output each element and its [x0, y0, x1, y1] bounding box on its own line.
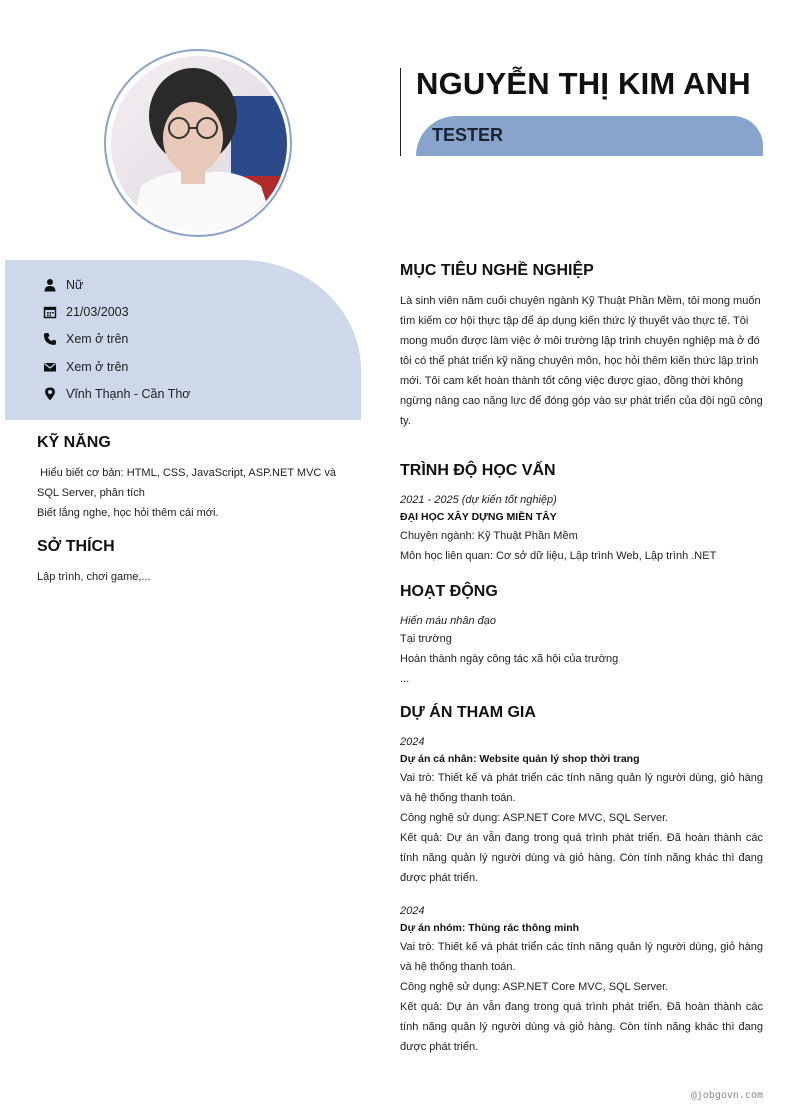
- contact-gender: [43, 276, 83, 294]
- project-name: Dự án nhóm: Thùng rác thông minh: [400, 922, 580, 934]
- candidate-name: NGUYỄN THỊ KIM ANH: [416, 66, 751, 101]
- activity-line: Hoàn thành ngày công tác xã hội của trường: [400, 653, 619, 665]
- project-item: [400, 903, 763, 1057]
- activity-title: Hiến máu nhân đạo: [400, 615, 497, 627]
- education-heading: TRÌNH ĐỘ HỌC VẤN: [400, 462, 556, 479]
- activity-line: ...: [400, 673, 410, 685]
- avatar: [111, 56, 287, 232]
- project-year: 2024: [400, 905, 425, 917]
- location-icon: [43, 387, 57, 401]
- project-tech: Công nghệ sử dụng: ASP.NET Core MVC, SQL Server.: [400, 812, 669, 824]
- hobbies-text: Lập trình, chơi game,...: [37, 571, 151, 583]
- contact-address: [43, 385, 190, 403]
- activities-block: [400, 613, 763, 689]
- project-year: 2024: [400, 736, 425, 748]
- birthday-value: 21/03/2003: [66, 305, 129, 319]
- project-result: Kết quả: Dự án vẫn đang trong quá trình phát triển. Đã hoàn thành các tính năng quản lý người dùng và giỏ hàng. Còn tính năng khác thì đang được phát triển.: [400, 832, 763, 884]
- address-value: Vĩnh Thạnh - Cần Thơ: [66, 387, 191, 401]
- project-role: Vai trò: Thiết kế và phát triển các tính năng quản lý người dùng, giỏ hàng và hệ thống thanh toán.: [400, 772, 763, 804]
- contact-phone: [43, 330, 128, 348]
- person-icon: [43, 278, 57, 292]
- education-block: [400, 492, 763, 566]
- name-divider: [400, 68, 401, 156]
- contact-birthday: [43, 303, 129, 321]
- skills-heading: KỸ NĂNG: [37, 434, 111, 451]
- hobbies-heading: SỞ THÍCH: [37, 538, 115, 555]
- watermark: @jobgovn.com: [690, 1090, 763, 1101]
- role-banner: [416, 116, 763, 156]
- project-item: [400, 734, 763, 888]
- activity-line: Tại trường: [400, 633, 452, 645]
- skill-item: Hiểu biết cơ bản: HTML, CSS, JavaScript, ASP.NET MVC và SQL Server, phân tích: [37, 467, 340, 499]
- phone-value: Xem ở trên: [66, 332, 129, 346]
- education-school: ĐẠI HỌC XÂY DỰNG MIỀN TÂY: [400, 511, 557, 523]
- mail-icon: [43, 360, 57, 374]
- skill-item: Biết lắng nghe, học hỏi thêm cái mới.: [37, 507, 219, 519]
- activities-heading: HOẠT ĐỘNG: [400, 583, 498, 600]
- skills-list: [37, 463, 357, 523]
- education-courses: Môn học liên quan: Cơ sở dữ liệu, Lập trình Web, Lập trình .NET: [400, 550, 717, 562]
- project-tech: Công nghệ sử dụng: ASP.NET Core MVC, SQL Server.: [400, 981, 669, 993]
- calendar-icon: [43, 305, 57, 319]
- phone-icon: [43, 332, 57, 346]
- contact-email: [43, 358, 128, 376]
- gender-value: Nữ: [66, 278, 84, 292]
- project-role: Vai trò: Thiết kế và phát triển các tính năng quản lý người dùng, giỏ hàng và hệ thống thanh toán.: [400, 941, 763, 973]
- education-period: 2021 - 2025 (dự kiến tốt nghiệp): [400, 494, 557, 506]
- contact-panel: [5, 260, 361, 420]
- project-result: Kết quả: Dự án vẫn đang trong quá trình phát triển. Đã hoàn thành các tính năng quản lý người dùng và giỏ hàng. Còn tính năng khác thì đang được phát triển.: [400, 1001, 763, 1053]
- education-major: Chuyên ngành: Kỹ Thuật Phần Mềm: [400, 530, 578, 542]
- role-title: TESTER: [432, 125, 504, 145]
- avatar-photo-icon: [111, 56, 287, 232]
- objective-text: Là sinh viên năm cuối chuyên ngành Kỹ Thuật Phần Mềm, tôi mong muốn tìm kiếm cơ hội thực tập để áp dụng kiến thức lý thuyết vào thực tế. Tôi mong muốn được làm việc ở môi trường lập trình chuyên nghiệp mà ở đó tôi có thể phát triển kỹ năng chuyên môn, học hỏi thêm kiến thức lập trình mới. Tôi cam kết hoàn thành tốt công việc được giao, đồng thời không ngừng nâng cao năng lực để đóng góp vào sự phát triển của đội ngũ công ty.: [400, 295, 763, 427]
- projects-heading: DỰ ÁN THAM GIA: [400, 704, 536, 721]
- project-name: Dự án cá nhân: Website quản lý shop thời trang: [400, 753, 640, 765]
- email-value: Xem ở trên: [66, 360, 129, 374]
- objective-heading: MỤC TIÊU NGHỀ NGHIỆP: [400, 262, 594, 279]
